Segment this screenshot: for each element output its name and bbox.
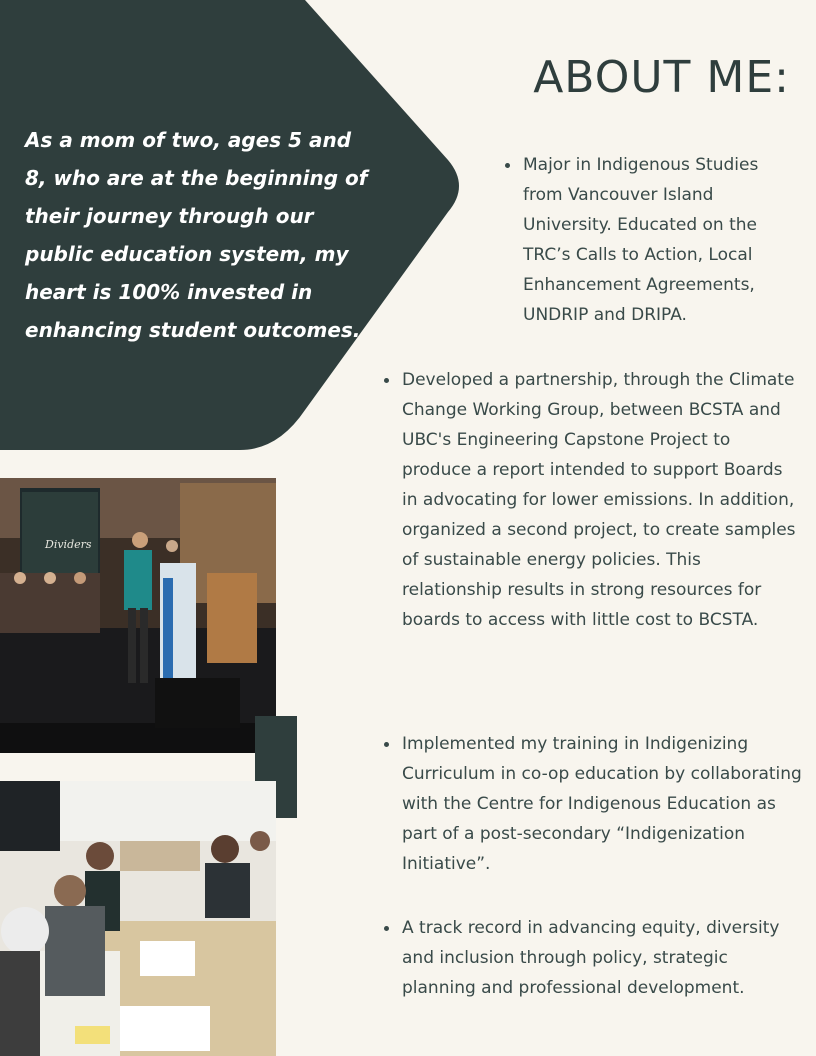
- bullet-list-1: [503, 150, 793, 330]
- page-title: ABOUT ME:: [533, 52, 790, 103]
- intro-quote: As a mom of two, ages 5 and 8, who are at the beginning of their journey through our public education system, my heart is 100% invested in enhancing student outcomes.: [25, 128, 368, 342]
- bullet-list-2: [382, 365, 802, 635]
- screen-text: Dividers: [45, 538, 92, 551]
- bullet-list-3: [382, 729, 802, 879]
- bullet-list-4: [382, 913, 802, 1003]
- bullet-education: Major in Indigenous Studies from Vancouver Island University. Educated on the TRC’s Calls to Action, Local Enhancement Agreements, UNDRIP and DRIPA.: [503, 150, 793, 330]
- bullet-partnership: Developed a partnership, through the Climate Change Working Group, between BCSTA and UBC's Engineering Capstone Project to produce a report intended to support Boards in advocating for lower emissions. In addition, organized a second project, to create samples of sustainable energy policies. This relationship results in strong resources for boards to access with little cost to BCSTA.: [382, 365, 802, 635]
- stage-photo: [0, 478, 276, 753]
- bullet-indigenizing: Implemented my training in Indigenizing Curriculum in co-op education by collaborating with the Centre for Indigenous Education as part of a post-secondary “Indigenization Initiative”.: [382, 729, 802, 879]
- bullet-equity: A track record in advancing equity, diversity and inclusion through policy, strategic planning and professional development.: [382, 913, 802, 1003]
- classroom-photo: [0, 781, 276, 1056]
